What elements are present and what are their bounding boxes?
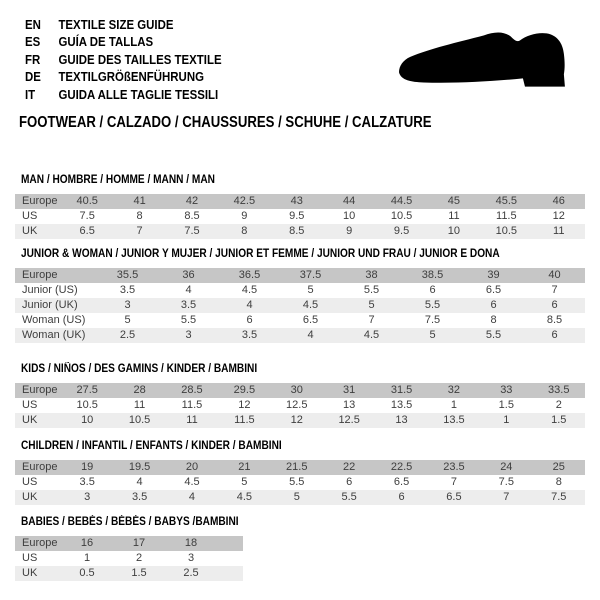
row-label-cell: Europe [15, 460, 61, 475]
size-value-cell: 22 [323, 460, 375, 475]
size-value-cell: 0.5 [61, 566, 113, 581]
row-label-cell: Europe [15, 268, 97, 283]
size-value-cell: 6 [463, 298, 524, 313]
row-label-cell: UK [15, 490, 61, 505]
size-value-cell: 3.5 [79, 476, 95, 489]
language-label: GUIDE DES TAILLES TEXTILE [58, 51, 222, 67]
spacer-cell [217, 536, 243, 551]
size-value-cell: 3 [61, 490, 113, 505]
table-row [15, 194, 585, 209]
size-value-cell: 32 [428, 383, 480, 398]
table-row [15, 209, 585, 224]
language-code: DE [25, 69, 41, 85]
language-code: IT [25, 86, 36, 102]
size-value-cell: 12.5 [323, 413, 375, 428]
size-value-cell: 8.5 [184, 210, 200, 223]
size-table-section [15, 175, 600, 239]
table-title-text: BABIES / BEBÉS / BÉBÉS / BABYS /BAMBINI [21, 516, 239, 529]
size-value-cell: 6 [429, 284, 436, 297]
size-value-cell: 4.5 [241, 284, 258, 297]
size-value-cell: 6.5 [302, 314, 319, 327]
table-row [15, 475, 585, 490]
size-value-cell: 1.5 [498, 399, 514, 412]
size-value-cell: 12 [271, 413, 323, 428]
size-value-cell: 11.5 [496, 210, 517, 223]
table-row [15, 268, 585, 283]
size-value-cell: 4 [185, 284, 192, 297]
size-value-cell: 6 [524, 328, 585, 343]
size-value-cell: 44 [323, 194, 375, 209]
size-value-cell: 5.5 [363, 284, 380, 297]
size-value-cell: 5.5 [289, 476, 305, 489]
size-value-cell: 42.5 [218, 194, 270, 209]
size-value-cell: 36 [158, 268, 219, 283]
row-label-cell: Europe [15, 536, 61, 551]
size-table [15, 383, 585, 428]
table-title-text: JUNIOR & WOMAN / JUNIOR Y MUJER / JUNIOR ET FEMME / JUNIOR UND FRAU / JUNIOR E DONA [21, 248, 500, 261]
table-row [15, 413, 585, 428]
size-value-cell: 5 [124, 314, 131, 327]
size-value-cell: 6 [246, 314, 253, 327]
size-value-cell: 8 [490, 314, 497, 327]
size-value-cell: 5.5 [323, 490, 375, 505]
size-value-cell: 45.5 [480, 194, 532, 209]
size-value-cell: 7.5 [166, 224, 218, 239]
size-value-cell: 8.5 [271, 224, 323, 239]
size-value-cell: 35.5 [97, 268, 158, 283]
table-title [15, 364, 600, 375]
size-value-cell: 7 [480, 490, 532, 505]
size-value-cell: 18 [165, 536, 217, 551]
size-value-cell: 4.5 [341, 328, 402, 343]
size-value-cell: 11 [533, 224, 585, 239]
table-title-text: CHILDREN / INFANTIL / ENFANTS / KINDER / BAMBINI [21, 440, 282, 453]
size-value-cell: 5 [341, 298, 402, 313]
size-value-cell: 7 [450, 476, 457, 489]
dress-shoe-icon [399, 31, 569, 91]
table-row [15, 536, 243, 551]
size-value-cell: 11 [166, 413, 218, 428]
size-value-cell: 28 [113, 383, 165, 398]
size-value-cell: 8.5 [546, 314, 563, 327]
size-value-cell: 24 [480, 460, 532, 475]
size-tables [15, 175, 600, 581]
size-value-cell: 7.5 [424, 314, 441, 327]
table-row [15, 313, 585, 328]
size-value-cell: 20 [166, 460, 218, 475]
size-value-cell: 22.5 [375, 460, 427, 475]
size-value-cell: 6 [524, 298, 585, 313]
size-value-cell: 21 [218, 460, 270, 475]
size-value-cell: 10 [343, 210, 356, 223]
size-value-cell: 12 [552, 210, 565, 223]
table-row [15, 224, 585, 239]
size-value-cell: 28.5 [166, 383, 218, 398]
size-value-cell: 16 [61, 536, 113, 551]
size-value-cell: 5 [307, 284, 314, 297]
size-value-cell: 1 [450, 399, 457, 412]
size-value-cell: 10.5 [480, 224, 532, 239]
size-table [15, 460, 585, 505]
size-value-cell: 11 [448, 210, 460, 223]
size-value-cell: 12 [238, 399, 251, 412]
size-value-cell: 46 [533, 194, 585, 209]
size-value-cell: 31.5 [375, 383, 427, 398]
size-value-cell: 1 [480, 413, 532, 428]
row-label-cell: UK [15, 224, 61, 239]
table-row [15, 460, 585, 475]
size-value-cell: 5.5 [180, 314, 197, 327]
size-table [15, 268, 585, 343]
row-label-cell: Europe [15, 383, 61, 398]
table-row [15, 398, 585, 413]
size-value-cell: 13 [343, 399, 356, 412]
size-value-cell: 8 [136, 210, 143, 223]
row-label-cell: UK [15, 413, 61, 428]
size-value-cell: 1 [83, 552, 91, 565]
size-value-cell: 45 [428, 194, 480, 209]
size-value-cell: 5 [241, 476, 248, 489]
table-title [15, 441, 600, 452]
size-value-cell: 8 [555, 476, 562, 489]
size-value-cell: 7 [368, 314, 375, 327]
size-value-cell: 7 [113, 224, 165, 239]
size-value-cell: 9.5 [289, 210, 305, 223]
size-value-cell: 10.5 [76, 399, 98, 412]
size-value-cell: 3.5 [219, 328, 280, 343]
size-table-section [15, 364, 600, 428]
size-value-cell: 31 [323, 383, 375, 398]
row-label-cell: Woman (US) [22, 314, 86, 327]
size-value-cell: 19 [61, 460, 113, 475]
size-value-cell: 36.5 [219, 268, 280, 283]
size-value-cell: 5 [271, 490, 323, 505]
table-row [15, 383, 585, 398]
size-value-cell: 44.5 [375, 194, 427, 209]
size-value-cell: 10 [428, 224, 480, 239]
size-value-cell: 4 [280, 328, 341, 343]
size-value-cell: 33 [480, 383, 532, 398]
size-value-cell: 11.5 [218, 413, 270, 428]
size-value-cell: 5.5 [463, 328, 524, 343]
size-value-cell: 3 [187, 552, 195, 565]
size-value-cell: 30 [271, 383, 323, 398]
size-value-cell: 4 [166, 490, 218, 505]
size-value-cell: 4.5 [184, 476, 200, 489]
size-value-cell: 13 [375, 413, 427, 428]
spacer-cell [217, 551, 243, 566]
table-title [15, 249, 600, 260]
language-code: FR [25, 51, 41, 67]
size-value-cell: 4 [219, 298, 280, 313]
size-value-cell: 37.5 [280, 268, 341, 283]
size-table-section [15, 249, 600, 343]
size-value-cell: 29.5 [218, 383, 270, 398]
table-row [15, 490, 585, 505]
size-value-cell: 7.5 [79, 210, 95, 223]
size-value-cell: 38.5 [402, 268, 463, 283]
size-value-cell: 8 [218, 224, 270, 239]
table-row [15, 551, 243, 566]
size-value-cell: 9.5 [375, 224, 427, 239]
size-value-cell: 3.5 [113, 490, 165, 505]
size-value-cell: 27.5 [61, 383, 113, 398]
size-value-cell: 43 [271, 194, 323, 209]
size-value-cell: 1.5 [113, 566, 165, 581]
size-value-cell: 38 [341, 268, 402, 283]
size-value-cell: 39 [463, 268, 524, 283]
table-title-text: KIDS / NIÑOS / DES GAMINS / KINDER / BAMBINI [21, 363, 258, 376]
language-label: GUIDA ALLE TAGLIE TESSILI [58, 86, 219, 102]
size-value-cell: 6 [346, 476, 353, 489]
size-value-cell: 41 [113, 194, 165, 209]
size-value-cell: 2.5 [97, 328, 158, 343]
size-value-cell: 40.5 [61, 194, 113, 209]
row-label-cell: Junior (UK) [15, 298, 97, 313]
size-value-cell: 3 [97, 298, 158, 313]
category-title: FOOTWEAR / CALZADO / CHAUSSURES / SCHUHE / CALZATURE [19, 114, 432, 132]
size-value-cell: 11 [133, 399, 146, 412]
size-value-cell: 7.5 [533, 490, 585, 505]
size-value-cell: 3.5 [119, 284, 136, 297]
size-table [15, 194, 585, 239]
size-value-cell: 2 [555, 399, 562, 412]
size-value-cell: 9 [241, 210, 248, 223]
size-table-section [15, 517, 600, 581]
table-row [15, 298, 585, 313]
size-value-cell: 10.5 [113, 413, 165, 428]
language-label: GUÍA DE TALLAS [58, 34, 154, 50]
spacer-cell [217, 566, 243, 581]
size-value-cell: 4.5 [280, 298, 341, 313]
size-value-cell: 2 [135, 552, 143, 565]
row-label-cell: US [22, 476, 38, 489]
language-label: TEXTILGRÖßENFÜHRUNG [58, 69, 204, 85]
size-value-cell: 7.5 [498, 476, 514, 489]
size-value-cell: 9 [323, 224, 375, 239]
size-value-cell: 13.5 [390, 399, 413, 412]
row-label-cell: US [22, 399, 38, 412]
language-label: TEXTILE SIZE GUIDE [58, 17, 174, 32]
size-value-cell: 40 [524, 268, 585, 283]
row-label-cell: US [22, 552, 38, 565]
size-value-cell: 2.5 [165, 566, 217, 581]
table-row [15, 328, 585, 343]
size-value-cell: 42 [166, 194, 218, 209]
table-row [15, 566, 243, 581]
size-value-cell: 4 [136, 476, 143, 489]
size-value-cell: 12.5 [286, 399, 308, 412]
size-value-cell: 11.5 [181, 399, 203, 412]
size-value-cell: 4.5 [218, 490, 270, 505]
category-line-row [19, 114, 600, 130]
size-value-cell: 1.5 [533, 413, 585, 428]
table-row [15, 283, 585, 298]
size-table-section [15, 441, 600, 505]
size-value-cell: 17 [113, 536, 165, 551]
row-label-cell: Europe [15, 194, 61, 209]
size-table [15, 536, 243, 581]
size-value-cell: 25 [533, 460, 585, 475]
size-value-cell: 6.5 [428, 490, 480, 505]
table-title [15, 517, 600, 528]
size-value-cell: 6.5 [485, 284, 502, 297]
size-value-cell: 10 [61, 413, 113, 428]
size-value-cell: 33.5 [533, 383, 585, 398]
size-value-cell: 23.5 [428, 460, 480, 475]
size-value-cell: 5.5 [402, 298, 463, 313]
row-label-cell: UK [15, 566, 61, 581]
size-value-cell: 10.5 [390, 210, 413, 223]
size-value-cell: 3 [158, 328, 219, 343]
language-code: EN [25, 17, 41, 32]
size-value-cell: 3.5 [158, 298, 219, 313]
row-label-cell: Woman (UK) [15, 328, 97, 343]
row-label-cell: US [22, 210, 38, 223]
table-title-text: MAN / HOMBRE / HOMME / MANN / MAN [21, 174, 215, 187]
size-value-cell: 21.5 [271, 460, 323, 475]
table-title [15, 175, 600, 186]
size-value-cell: 6 [375, 490, 427, 505]
size-value-cell: 6.5 [61, 224, 113, 239]
size-value-cell: 6.5 [393, 476, 410, 489]
row-label-cell: Junior (US) [22, 284, 78, 297]
language-code: ES [25, 34, 41, 50]
size-value-cell: 7 [551, 284, 558, 297]
size-value-cell: 19.5 [113, 460, 165, 475]
size-value-cell: 5 [402, 328, 463, 343]
size-value-cell: 13.5 [428, 413, 480, 428]
